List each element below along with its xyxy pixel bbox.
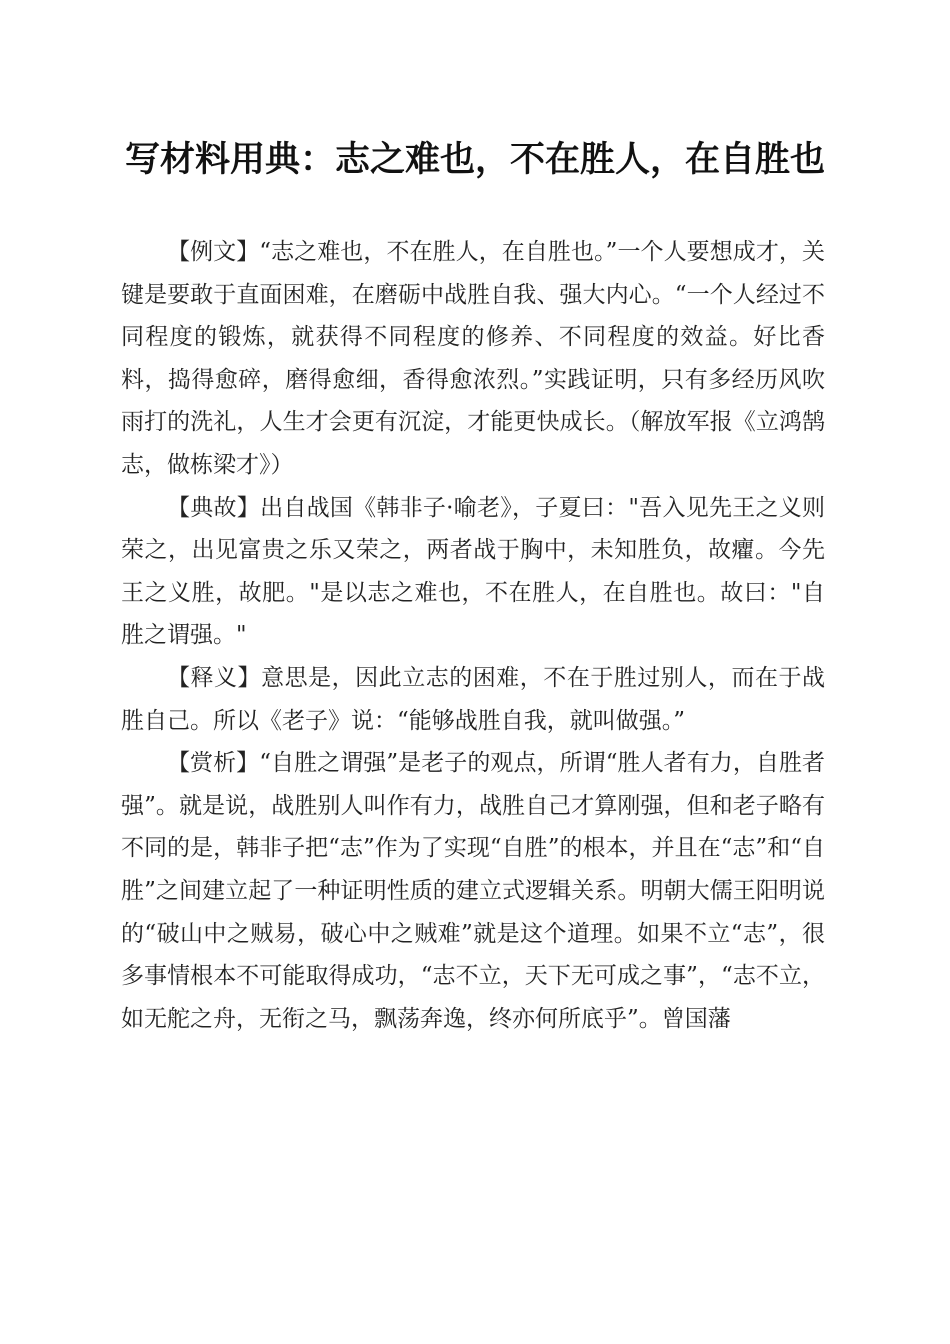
paragraph-tag: 【典故】 — [167, 494, 261, 521]
paragraph-meaning — [121, 657, 825, 742]
paragraph-tag: 【例文】 — [167, 239, 260, 265]
paragraph-text: 意思是，因此立志的困难，不在于胜过别人，而在于战胜自己。所以《老子》说：“能够战胜自我，就叫做强。” — [121, 664, 826, 734]
paragraph-allusion — [121, 487, 825, 657]
paragraph-text: 出自战国《韩非子·喻老》，子夏曰："吾入见先王之义则荣之，出见富贵之乐又荣之，两者战于胸中，未知胜负，故癯。今先王之义胜，故肥。"是以志之难也，不在胜人，在自胜也。故曰："自胜之谓强。" — [121, 494, 826, 649]
paragraph-analysis — [121, 742, 825, 1040]
paragraph-text: “自胜之谓强”是老子的观点，所谓“胜人者有力，自胜者强”。就是说，战胜别人叫作有力，战胜自己才算刚强，但和老子略有不同的是，韩非子把“志”作为了实现“自胜”的根本，并且在“志”和“自胜”之间建立起了一种证明性质的建立式逻辑关系。明朝大儒王阳明说的“破山中之贼易，破心中之贼难”就是这个道理。如果不立“志”，很多事情根本不可能取得成功，“志不立，天下无可成之事”，“志不立，如无舵之舟，无衔之马，飘荡奔逸，终亦何所底乎”。曾国藩 — [121, 750, 826, 1032]
document-body — [121, 231, 825, 1040]
paragraph-example — [121, 231, 825, 487]
document-title: 写材料用典：志之难也，不在胜人，在自胜也 — [124, 139, 825, 180]
paragraph-text: “志之难也，不在胜人，在自胜也。”一个人要想成才，关键是要敢于直面困难，在磨砺中战胜自我、强大内心。“一个人经过不同程度的锻炼，就获得不同程度的修养、不同程度的效益。好比香料，捣得愈碎，磨得愈细，香得愈浓烈。”实践证明，只有多经历风吹雨打的洗礼，人生才会更有沉淀，才能更快成长。（解放军报《立鸿鹄志，做栋梁才》） — [121, 239, 825, 478]
paragraph-tag: 【释义】 — [167, 664, 262, 691]
paragraph-tag: 【赏析】 — [167, 750, 260, 777]
